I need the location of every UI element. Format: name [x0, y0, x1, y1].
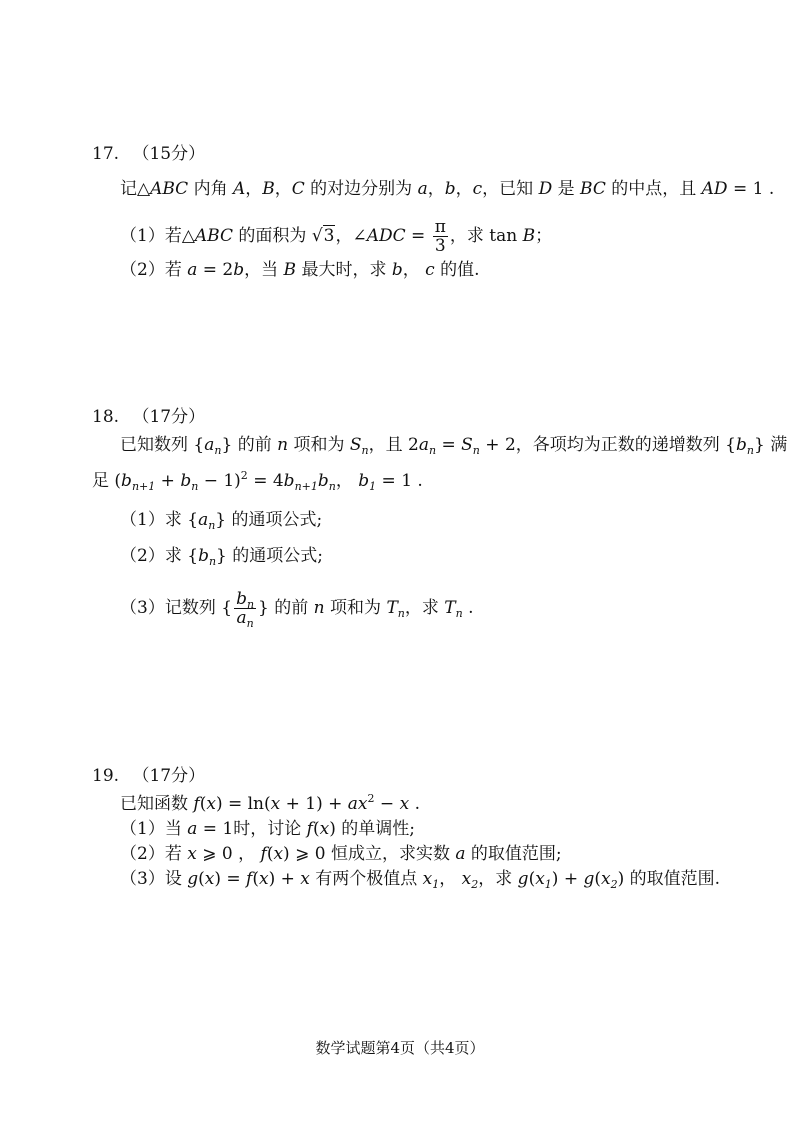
- fraction-pi-over-3: $\frac{\pi}{3}$: [434, 217, 446, 256]
- q17-stem: 记△ABC 内角 A，B，C 的对边分别为 a，b，c，已知 D 是 BC 的中点，且 AD = 1 .: [120, 179, 775, 199]
- q17-part2: （2）若 a = 2b，当 B 最大时，求 b， c 的值.: [120, 260, 480, 280]
- q18-stem-line2: 足 $(b_{n+1} + b_n - 1)^2 = 4b_{n+1}b_n$， $b_1 = 1$ .: [92, 469, 423, 493]
- q17-heading: [92, 139, 205, 164]
- q18-heading: [92, 402, 205, 427]
- q17-part1: （1）若△ABC 的面积为 √3，∠ADC = $\frac{\pi}{3}$ ，求 tan B；: [120, 217, 553, 256]
- q19-part3: （3）设 g(x) = f(x) + x 有两个极值点 $x_1$， $x_2$，求 $g(x_1) + g(x_2)$ 的取值范围.: [120, 869, 721, 891]
- q18-stem-line1: 已知数列 $\{a_n\}$ 的前 n 项和为 $S_n$，且 $2a_n = S_n + 2$，各项均为正数的递增数列 $\{b_n\}$ 满: [120, 435, 788, 457]
- q19-part2: （2）若 x ⩾ 0 ， f(x) ⩾ 0 恒成立，求实数 a 的取值范围;: [120, 844, 562, 864]
- q18-part1: （1）求 $\{a_n\}$ 的通项公式;: [120, 510, 323, 532]
- q18-score: （17分）: [132, 407, 206, 427]
- page-footer: 数学试题第4页（共4页）: [315, 1039, 485, 1057]
- q19-part1: （1）当 a = 1时，讨论 f(x) 的单调性;: [120, 819, 415, 839]
- q19-stem: 已知函数 $f(x) = \ln(x + 1) + ax^2 - x$ .: [120, 792, 420, 814]
- q18-part2: （2）求 $\{b_n\}$ 的通项公式;: [120, 546, 323, 568]
- q17-score: （15分）: [132, 144, 206, 164]
- q19-number: 19.: [92, 766, 120, 786]
- q19-score: （17分）: [132, 766, 206, 786]
- q17-number: 17.: [92, 144, 120, 164]
- sqrt-3: √3: [311, 226, 335, 246]
- q18-part3: （3）记数列 { $\frac{b_n}{a_n}$ } 的前 n 项和为 $T_n$，求 $T_n$ .: [120, 589, 474, 630]
- q19-heading: [92, 761, 205, 786]
- fraction-bn-over-an: $\frac{b_n}{a_n}$: [236, 589, 255, 630]
- q18-number: 18.: [92, 407, 120, 427]
